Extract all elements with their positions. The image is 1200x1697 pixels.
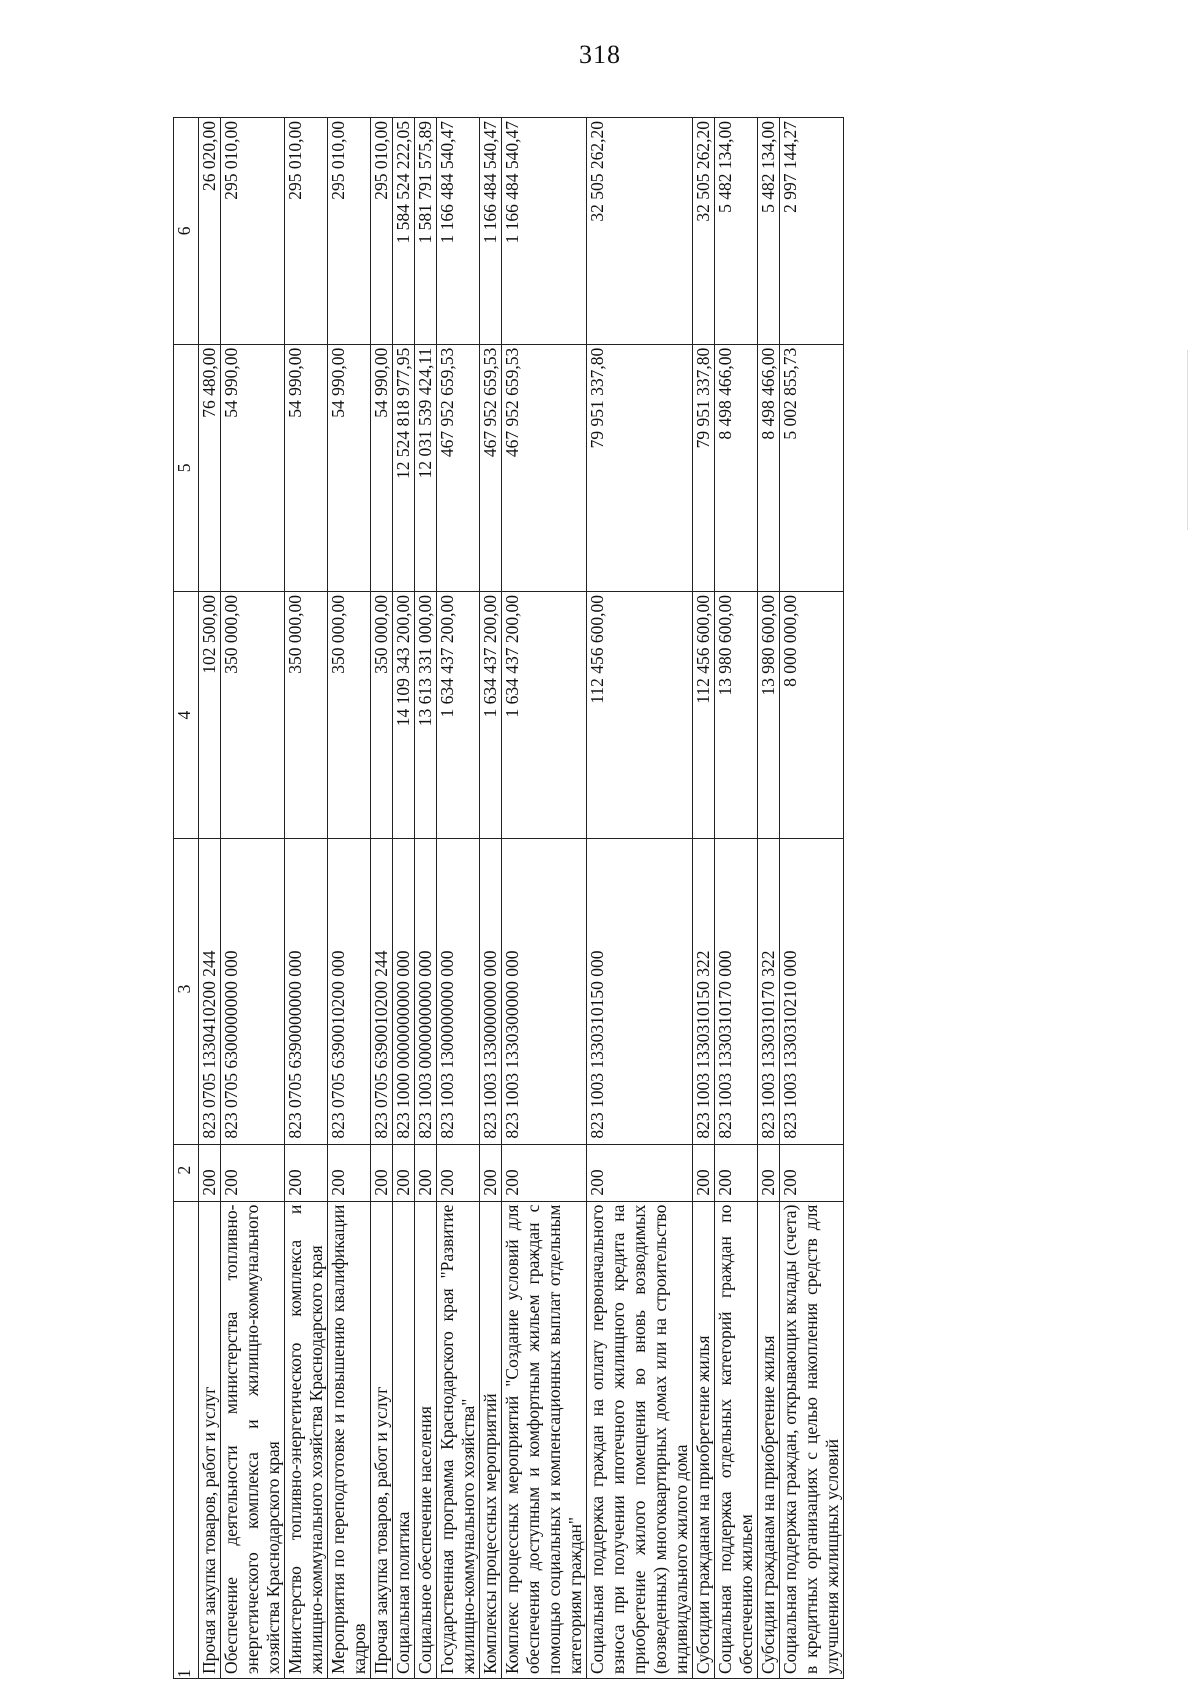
row-kbk: 823 1003 1330300000 000 bbox=[502, 839, 587, 1144]
row-plan: 13 980 600,00 bbox=[758, 592, 780, 839]
row-plan: 350 000,00 bbox=[221, 592, 285, 839]
table-row bbox=[758, 118, 780, 1679]
header-col-5: 5 bbox=[174, 344, 199, 591]
row-plan: 350 000,00 bbox=[371, 592, 393, 839]
header-col-3: 3 bbox=[174, 839, 199, 1144]
row-executed: 12 031 539 424,11 bbox=[415, 344, 437, 591]
row-remainder: 5 482 134,00 bbox=[715, 118, 758, 345]
row-kbk: 823 0705 6390000000 000 bbox=[285, 839, 328, 1144]
row-plan: 13 980 600,00 bbox=[715, 592, 758, 839]
row-remainder: 1 166 484 540,47 bbox=[502, 118, 587, 345]
scan-margin-line bbox=[1187, 350, 1188, 530]
row-kbk: 823 1003 0000000000 000 bbox=[415, 839, 437, 1144]
row-plan: 350 000,00 bbox=[285, 592, 328, 839]
row-code: 200 bbox=[693, 1144, 715, 1201]
row-code: 200 bbox=[328, 1144, 371, 1201]
row-code: 200 bbox=[587, 1144, 693, 1201]
row-executed: 79 951 337,80 bbox=[693, 344, 715, 591]
table-body bbox=[199, 118, 844, 1679]
row-executed: 79 951 337,80 bbox=[587, 344, 693, 591]
row-kbk: 823 0705 1330410200 244 bbox=[199, 839, 221, 1144]
row-code: 200 bbox=[199, 1144, 221, 1201]
table-row bbox=[415, 118, 437, 1679]
table-row bbox=[393, 118, 415, 1679]
row-name: Социальное обеспечение населения bbox=[415, 1201, 437, 1678]
table-row bbox=[285, 118, 328, 1679]
row-plan: 8 000 000,00 bbox=[780, 592, 844, 839]
row-executed: 467 952 659,53 bbox=[502, 344, 587, 591]
table-header-row bbox=[174, 118, 199, 1679]
row-executed: 8 498 466,00 bbox=[715, 344, 758, 591]
row-remainder: 32 505 262,20 bbox=[693, 118, 715, 345]
row-plan: 112 456 600,00 bbox=[587, 592, 693, 839]
table-row bbox=[587, 118, 693, 1679]
header-col-1: 1 bbox=[174, 1201, 199, 1678]
row-code: 200 bbox=[393, 1144, 415, 1201]
row-executed: 467 952 659,53 bbox=[437, 344, 480, 591]
row-code: 200 bbox=[437, 1144, 480, 1201]
row-executed: 54 990,00 bbox=[221, 344, 285, 591]
row-kbk: 823 1003 1330310210 000 bbox=[780, 839, 844, 1144]
row-name: Комплексы процессных мероприятий bbox=[480, 1201, 502, 1678]
row-executed: 54 990,00 bbox=[371, 344, 393, 591]
rotated-table-wrapper bbox=[173, 117, 1104, 1679]
row-name: Прочая закупка товаров, работ и услуг bbox=[371, 1201, 393, 1678]
row-name: Министерство топливно-энергетического комплекса и жилищно-коммунального хозяйства Краснодарского края bbox=[285, 1201, 328, 1678]
row-code: 200 bbox=[221, 1144, 285, 1201]
row-code: 200 bbox=[758, 1144, 780, 1201]
header-col-2: 2 bbox=[174, 1144, 199, 1201]
row-remainder: 32 505 262,20 bbox=[587, 118, 693, 345]
table-row bbox=[502, 118, 587, 1679]
row-name: Обеспечение деятельности министерства топливно-энергетического комплекса и жилищно-коммунального хозяйства Краснодарского края bbox=[221, 1201, 285, 1678]
row-kbk: 823 1003 1330310170 322 bbox=[758, 839, 780, 1144]
row-name: Социальная поддержка граждан на оплату первоначального взноса при получении ипотечного жилищного кредита на приобретение жилого помещения во вновь возводимых (возведенных) многоквартирных домах или на строительство индивидуального жилого дома bbox=[587, 1201, 693, 1678]
row-kbk: 823 1003 1330000000 000 bbox=[480, 839, 502, 1144]
row-plan: 112 456 600,00 bbox=[693, 592, 715, 839]
header-col-6: 6 bbox=[174, 118, 199, 345]
row-plan: 14 109 343 200,00 bbox=[393, 592, 415, 839]
row-code: 200 bbox=[715, 1144, 758, 1201]
row-code: 200 bbox=[780, 1144, 844, 1201]
row-remainder: 1 166 484 540,47 bbox=[437, 118, 480, 345]
row-remainder: 1 581 791 575,89 bbox=[415, 118, 437, 345]
row-name: Прочая закупка товаров, работ и услуг bbox=[199, 1201, 221, 1678]
table-row bbox=[199, 118, 221, 1679]
row-kbk: 823 1003 1330310170 000 bbox=[715, 839, 758, 1144]
row-name: Социальная поддержка отдельных категорий граждан по обеспечению жильем bbox=[715, 1201, 758, 1678]
table-row bbox=[715, 118, 758, 1679]
row-code: 200 bbox=[285, 1144, 328, 1201]
table-row bbox=[437, 118, 480, 1679]
row-remainder: 295 010,00 bbox=[371, 118, 393, 345]
row-name: Мероприятия по переподготовке и повышению квалификации кадров bbox=[328, 1201, 371, 1678]
row-kbk: 823 0705 6390010200 244 bbox=[371, 839, 393, 1144]
page-number: 318 bbox=[579, 40, 621, 69]
row-kbk: 823 0705 6300000000 000 bbox=[221, 839, 285, 1144]
table-row bbox=[780, 118, 844, 1679]
header-col-4: 4 bbox=[174, 592, 199, 839]
row-executed: 5 002 855,73 bbox=[780, 344, 844, 591]
row-name: Социальная политика bbox=[393, 1201, 415, 1678]
table-row bbox=[480, 118, 502, 1679]
row-remainder: 295 010,00 bbox=[328, 118, 371, 345]
table-row bbox=[693, 118, 715, 1679]
row-remainder: 5 482 134,00 bbox=[758, 118, 780, 345]
row-kbk: 823 1000 0000000000 000 bbox=[393, 839, 415, 1144]
row-plan: 350 000,00 bbox=[328, 592, 371, 839]
row-plan: 102 500,00 bbox=[199, 592, 221, 839]
row-remainder: 2 997 144,27 bbox=[780, 118, 844, 345]
row-executed: 54 990,00 bbox=[328, 344, 371, 591]
row-code: 200 bbox=[502, 1144, 587, 1201]
row-name: Государственная программа Краснодарского края "Развитие жилищно-коммунального хозяйства" bbox=[437, 1201, 480, 1678]
row-code: 200 bbox=[480, 1144, 502, 1201]
row-executed: 76 480,00 bbox=[199, 344, 221, 591]
row-plan: 1 634 437 200,00 bbox=[502, 592, 587, 839]
row-executed: 12 524 818 977,95 bbox=[393, 344, 415, 591]
row-kbk: 823 1003 1330310150 322 bbox=[693, 839, 715, 1144]
row-remainder: 26 020,00 bbox=[199, 118, 221, 345]
row-kbk: 823 0705 6390010200 000 bbox=[328, 839, 371, 1144]
table-row bbox=[328, 118, 371, 1679]
budget-table bbox=[173, 117, 844, 1679]
row-remainder: 1 584 524 222,05 bbox=[393, 118, 415, 345]
row-executed: 467 952 659,53 bbox=[480, 344, 502, 591]
row-executed: 8 498 466,00 bbox=[758, 344, 780, 591]
row-remainder: 295 010,00 bbox=[221, 118, 285, 345]
row-name: Субсидии гражданам на приобретение жилья bbox=[693, 1201, 715, 1678]
row-plan: 1 634 437 200,00 bbox=[480, 592, 502, 839]
row-executed: 54 990,00 bbox=[285, 344, 328, 591]
row-name: Комплекс процессных мероприятий "Создание условий для обеспечения доступным и комфортным жильем граждан с помощью социальных и компенсационных выплат отдельным категориям граждан" bbox=[502, 1201, 587, 1678]
row-kbk: 823 1003 1330310150 000 bbox=[587, 839, 693, 1144]
row-plan: 13 613 331 000,00 bbox=[415, 592, 437, 839]
row-remainder: 1 166 484 540,47 bbox=[480, 118, 502, 345]
row-name: Социальная поддержка граждан, открывающих вклады (счета) в кредитных организациях с целью накопления средств для улучшения жилищных условий bbox=[780, 1201, 844, 1678]
row-plan: 1 634 437 200,00 bbox=[437, 592, 480, 839]
row-code: 200 bbox=[415, 1144, 437, 1201]
row-kbk: 823 1003 1300000000 000 bbox=[437, 839, 480, 1144]
row-code: 200 bbox=[371, 1144, 393, 1201]
row-remainder: 295 010,00 bbox=[285, 118, 328, 345]
row-name: Субсидии гражданам на приобретение жилья bbox=[758, 1201, 780, 1678]
table-row bbox=[371, 118, 393, 1679]
table-row bbox=[221, 118, 285, 1679]
